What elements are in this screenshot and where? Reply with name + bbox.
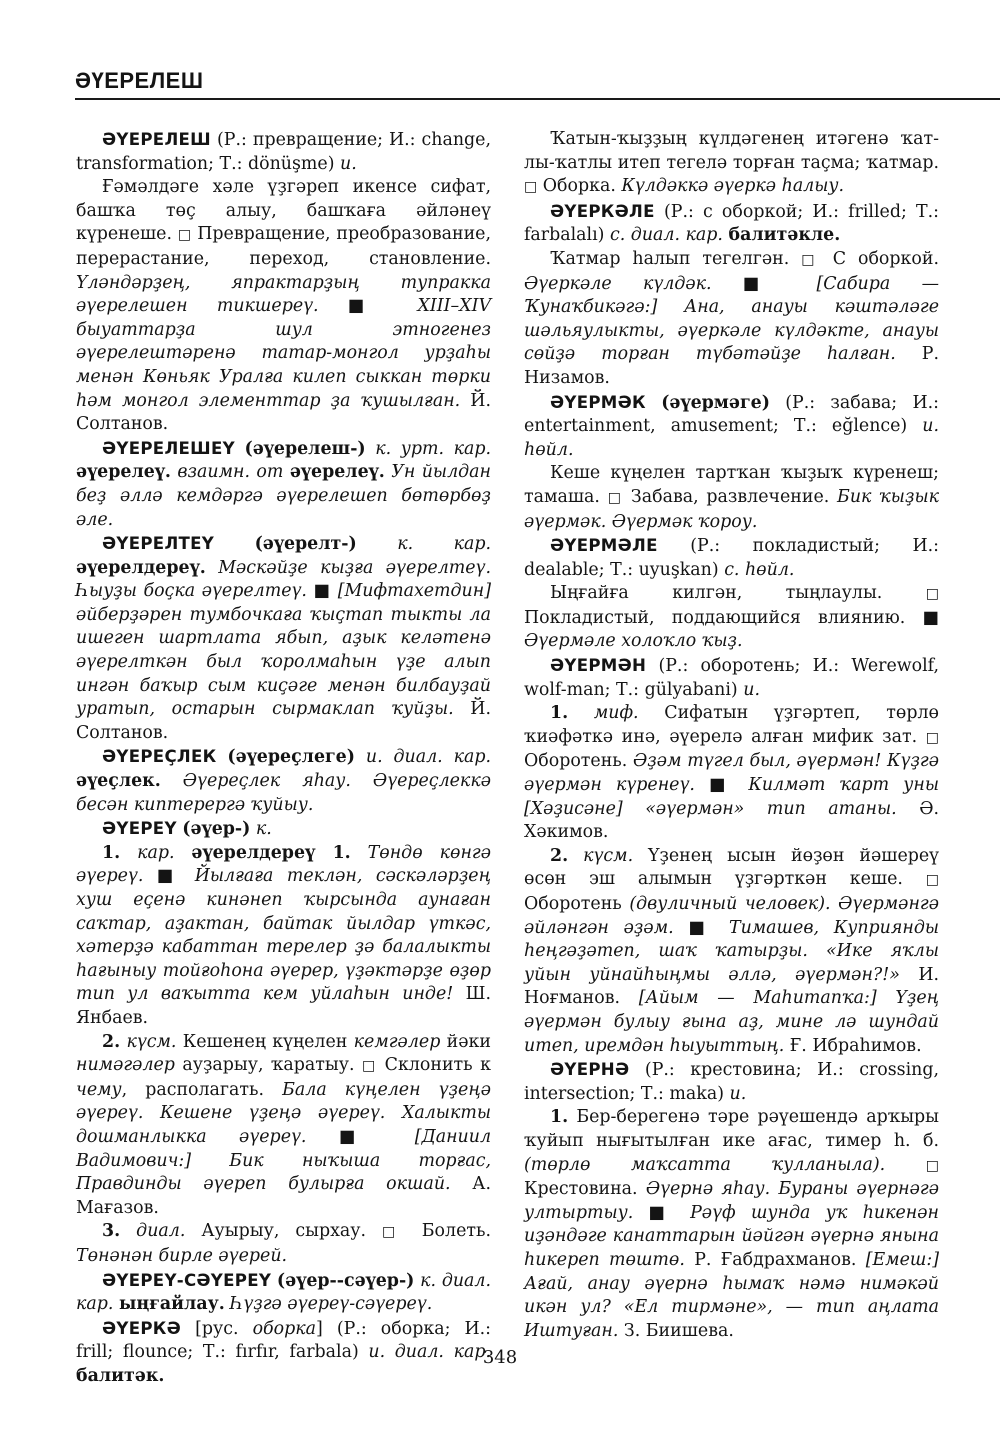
sense-number: 1. [550, 1107, 569, 1128]
quote-marker-icon: ■ [922, 607, 939, 628]
dictionary-entry [76, 437, 491, 532]
header-rule [75, 98, 1000, 100]
usage-examples: Әҙәм түгел был, әүермән! Күҙгә әүермән күренеү. [524, 751, 940, 796]
headword: ӘҮЕРЕҪЛЕК [102, 747, 217, 767]
russian-translation: Болеть. [421, 1221, 491, 1242]
quote-marker-icon: ■ [688, 917, 715, 938]
russian-translation: , располагать. [121, 1079, 265, 1100]
dictionary-entry [76, 128, 491, 176]
sense-number: 2. [550, 845, 569, 866]
sense-number: 1. [102, 842, 121, 863]
grammar-label: күсм. [126, 1031, 177, 1052]
entry-translations: (Р.: с оборкой; И.: frilled; Т.: farbalalı) [524, 201, 939, 246]
etymology-word: оборка [252, 1318, 317, 1339]
literary-quote: Рәүф шунда уҡ һикенән иҙәндәге канаттарын йәйгән әүернә янына һикереп төштө. [524, 1202, 940, 1270]
entry-definition [524, 462, 939, 534]
dictionary-entry [524, 391, 939, 463]
headword: ӘҮЕРЕЛЕШ [102, 130, 211, 149]
stem: (әүермәге) [661, 392, 770, 413]
sense-number: 3. [102, 1221, 121, 1242]
definition-text: Кеше күңелен тартҡан ҡыҙыҡ күренеш; тамаша. [524, 463, 939, 507]
grammar-label: и. диал. кар. [365, 747, 492, 768]
translation-marker-icon: □ [607, 489, 624, 506]
grammar-label: с. һөйл. [724, 559, 795, 580]
russian-translation: Забава, развлечение. [630, 486, 830, 507]
translation-marker-icon: □ [925, 586, 939, 603]
russian-translation: Склонить к [384, 1055, 491, 1076]
entry-translations: (Р.: крестовина; И.: crossing, intersection; Т.: maka) [524, 1060, 939, 1104]
usage-examples: Ун йылдан беҙ әллә кемдәргә әүерелешеп бөтөрбөҙ әле. [76, 462, 491, 530]
dictionary-entry [524, 534, 939, 582]
entry-sense [76, 1031, 491, 1221]
usage-examples: Төнәнән бирле әүерей. [76, 1245, 288, 1266]
definition-text: йәки [440, 1031, 491, 1052]
entry-definition [76, 176, 491, 437]
translation-marker-icon: □ [382, 1224, 406, 1241]
quote-marker-icon: ■ [156, 866, 182, 887]
definition-text-italic: кемгәлер [353, 1031, 441, 1052]
usage-examples: Әүеркәле күлдәк. [524, 273, 712, 294]
headword: ӘҮЕРМӘН [550, 656, 647, 676]
quote-marker-icon: ■ [313, 581, 332, 602]
entry-continuation [524, 128, 939, 200]
definition-note: (төрлө маҡсатта ҡулланыла). [524, 1154, 886, 1175]
usage-examples: Һүҙгә әүереү-сәүереү. [230, 1294, 433, 1315]
russian-translation: Оборотень. [524, 751, 628, 772]
russian-translation: Крестовина. [524, 1179, 638, 1200]
entry-translations: (Р.: оборка; И.: frill; flounce; Т.: fırfır, farbala) [76, 1318, 492, 1363]
stem: (әүерелеш-) [244, 438, 366, 459]
entry-sense [524, 1106, 939, 1343]
usage-examples: Төндө көнгә әүереү. [76, 842, 491, 887]
definition-text: Сифатын үҙгәртеп, төрлө ҡиәфәткә инә, әүерелә алған мифик зат. [524, 703, 939, 747]
stem: (әүереҫлеге) [227, 747, 355, 768]
quote-author: Й. Солтанов. [76, 699, 491, 743]
grammar-label: к. кар. [397, 534, 491, 555]
cross-reference: балитәкле. [728, 225, 841, 246]
cross-reference: әүерелеү. [289, 462, 385, 483]
literary-quote: [Сабира — Ҡунаҡбикәгә:] Ана, анауы кәштәләге шәльяулыкты, әүеркәле күлдәкте, анауы сөйҙә торған түбәтәйҙе һалған. [524, 273, 939, 365]
quote-marker-icon: ■ [709, 775, 735, 796]
headword: ӘҮЕРКӘЛЕ [550, 201, 655, 221]
literary-quote: XIII–XIV быуаттарҙа шул этногенез әүерелештәренә татар-монгол урҙаһы менән Көньяк Уралға килеп сыккан төрки һәм монгол элементтар ҙа ҡушылған. [76, 296, 492, 411]
etymology: ] [316, 1318, 323, 1339]
headword: ӘҮЕРЕЛЕШЕҮ [102, 438, 235, 458]
sense-number: 2. [102, 1031, 121, 1052]
grammar-label: к. урт. кар. [375, 438, 491, 459]
translation-marker-icon: □ [177, 227, 192, 244]
russian-translation: Покладистый, поддающийся влиянию. [524, 607, 906, 628]
headword: ӘҮЕРМӘК [550, 392, 646, 412]
literary-quote: [Даниил Вадимович:] Бик ныҡыша торғас, Правдинды әүереп булырға окшай. [76, 1126, 492, 1195]
literary-quote: [Мифтахетдин] әйберҙәрен тумбочкаға ҡыҫтап тыкты ла ишеген шартлата ябып, аҙык келәтенә әүерелткән был ҡоролмаһын үҙе алып ингән баҡыр сым киҫәге менән билбауҙай уратып, остарын сырмаклап ҡуйҙы. [76, 581, 492, 720]
usage-examples: Әүереҫлек яһау. Әүереҫлеккә бесән киптерергә ҡуйыу. [76, 771, 491, 815]
russian-translation: Оборка. [542, 176, 616, 197]
translation-marker-icon: □ [925, 729, 939, 746]
literary-quote: [Айым — Маһитапҡа:] Үҙең әүермән булыу ғына аҙ, мине лә шундай итеп, иремдән һыуыттың. [524, 988, 939, 1056]
definition-text: Ҡатын-ҡыҙҙың күлдәгенең итәгенә ҡат-лы-ҡатлы итеп тегелә торған таҫма; ҡатмар. [524, 129, 939, 173]
page-number: 348 [482, 1347, 518, 1368]
entry-sense [524, 702, 939, 845]
cross-reference: әүерелдереү. [76, 557, 206, 578]
etymology: [рус. [195, 1318, 253, 1339]
quote-author: А. Мағазов. [76, 1174, 491, 1218]
definition-text: Ауырыу, сырхау. [201, 1221, 367, 1242]
part-of-speech: и. [340, 153, 357, 174]
grammar-label: к. [420, 1270, 437, 1291]
definition-text-italic: нимәгәлер [76, 1055, 175, 1076]
stem: (әүерелт-) [254, 534, 357, 555]
headword: ӘҮЕРЕҮ [102, 819, 177, 839]
translation-marker-icon: □ [362, 1058, 378, 1075]
grammar-label: к. [255, 819, 272, 840]
literary-quote: Йылғаға теклән, сәскәләрҙең хуш еҫенә кинәнеп ҡырсында аунаған саҡтар, аҙактан, байтак йылдар үткәс, хәтерҙә кабаттан терелер ҙә балалыкты һағыныу тойғоhона әүерер, үҙәктәрҙе өҙөр тип ул ваҡытта кем уйлаһын инде! [76, 866, 491, 1005]
entry-sense [524, 845, 939, 1058]
cross-reference: ыңғайлау. [118, 1294, 225, 1315]
dictionary-entry [76, 1269, 491, 1317]
dictionary-entry [524, 1058, 939, 1106]
stem: (әүер--сәүер-) [276, 1270, 415, 1291]
quote-author: Ә. Хәкимов. [524, 798, 939, 843]
left-column [76, 128, 491, 1388]
definition-text: Үҙенең ысын йөҙөн йәшереү өсөн эш алымын үҙгәрткән кеше. [524, 845, 940, 890]
definition-text: ауҙарыу, ҡаратыу. [174, 1055, 355, 1076]
grammar-label: күсм. [583, 845, 634, 866]
translation-marker-icon: □ [524, 179, 538, 196]
russian-translation: С оборкой. [832, 248, 939, 269]
cross-reference: әүеҫлек. [76, 771, 161, 792]
russian-translation: Превращение, преобразование, перерастание, переход, становление. [76, 224, 491, 269]
entry-definition [524, 248, 939, 391]
running-head: ӘҮЕРЕЛЕШ [75, 68, 204, 93]
definition-text: Бер-берегенә тәре рәүешендә арҡыры ҡуйып нығытылған ике ағас, тимер һ. б. [524, 1107, 940, 1151]
dictionary-entry [76, 532, 491, 745]
grammar-label: миф. [593, 703, 639, 724]
quote-marker-icon: ■ [648, 1202, 675, 1223]
quote-author: Р. Низамов. [524, 344, 940, 388]
cross-reference: балитәк. [76, 1365, 165, 1386]
grammar-label: и. [729, 1083, 747, 1104]
grammar-label: и. [743, 679, 760, 700]
entry-translations: (Р.: превращение; И.: change, transformation; Т.: dönüşme) [76, 130, 491, 174]
grammar-label: диал. кар. [76, 1270, 492, 1315]
entry-translations: (Р.: забава; И.: entertainment, amusement; Т.: eğlence) [524, 392, 939, 437]
definition-text: Кешенең күңелен [182, 1031, 354, 1052]
quote-author: Й. Солтанов. [76, 390, 491, 435]
headword: ӘҮЕРЕҮ-СӘҮЕРЕҮ [102, 1270, 272, 1290]
usage-examples: Бала күңелен үҙеңә әүереү. Кешене үҙеңә әүереү. Халыкты дошманлыкка әүереү. [76, 1079, 491, 1147]
quote-author: Ғ. Ибраһимов. [789, 1035, 922, 1056]
russian-translation-italic: чему [76, 1079, 122, 1100]
grammar-label: с. диал. кар. [610, 225, 723, 246]
cross-reference: әүерелдереү 1. [191, 842, 351, 863]
dictionary-entry [524, 654, 939, 702]
translation-note: (двуличный человек). [629, 894, 831, 914]
russian-translation: Оборотень [524, 894, 622, 914]
entry-sense [76, 1220, 491, 1268]
quote-marker-icon: ■ [338, 1126, 383, 1147]
stem: (әүер-) [182, 819, 251, 840]
definition-text: Ыңғайға килгән, тыңлаулы. [550, 583, 883, 604]
literary-quote: Әүермәле холоҡло ҡыҙ. [524, 631, 743, 652]
literary-quote: Ағай, анау әүернә һымаҡ нәмә нимәкәй икән ул? «Ел тирмәне», — тип аңлата Иштуған. [524, 1273, 939, 1341]
usage-examples: Үләндәрҙең, япрактарҙың тупракка әүерелешен тикшереү. [76, 272, 491, 317]
literary-quote: Тимашев, Куприянды һеңгәҙәтеп, шаҡ ҡатырҙы. «Ике яҡлы уйын уйнайһыңмы әллә, әүермән?!» [524, 917, 940, 985]
dictionary-entry [524, 200, 939, 248]
right-column [524, 128, 939, 1343]
sense-number: 1. [550, 703, 569, 724]
quote-marker-icon: ■ [742, 273, 786, 294]
headword: ӘҮЕРНӘ [550, 1060, 630, 1080]
literary-quote: Килмәт ҡарт уны [Хәҙисәне] «әүермән» тип атаны. [524, 775, 940, 819]
grammar-label: диал. [136, 1221, 186, 1242]
usage-examples: Күлдәккә әүеркә һалыу. [621, 176, 845, 197]
definition-text: Ғәмәлдәге хәле үҙгәреп икенсе сифат, башҡа төҫ алыу, башҡаға әйләнеү күренеше. [76, 177, 491, 245]
quote-author: И. Ноғманов. [524, 964, 940, 1009]
quote-author: З. Биишева. [623, 1320, 734, 1341]
quote-author: Р. Ғабдрахманов. [694, 1249, 857, 1270]
quote-author: Ш. Янбаев. [76, 984, 491, 1028]
cross-reference: әүерелеү. [76, 462, 171, 483]
dictionary-entry [76, 817, 491, 842]
grammar-label: и. һөйл. [524, 416, 939, 460]
usage-examples: Мәскәйҙе кыҙға әүерелтеү. Һыуҙы боҫка әүерелтеү. [76, 557, 491, 602]
usage-examples: Бик ҡыҙык әүермәк. Әүермәк ҡороу. [524, 486, 939, 532]
headword: ӘҮЕРЕЛТЕҮ [102, 534, 215, 554]
usage-examples: Әүернә яһау. Бураны әүернәгә ултыртыу. [524, 1179, 939, 1223]
quote-marker-icon: ■ [347, 296, 389, 317]
quote-speaker: [Емеш:] [865, 1249, 939, 1270]
dictionary-entry [76, 745, 491, 817]
grammar-label: и. диал. кар. [368, 1342, 492, 1363]
entry-definition [524, 582, 939, 654]
grammar-label-ru: взаимн. от [177, 462, 284, 483]
usage-examples: Әүермәнгә әйләнгән әҙәм. [524, 894, 940, 938]
entry-translations: (Р.: покладистый; И.: dealable; Т.: uyuşkan) [524, 536, 939, 580]
headword: ӘҮЕРМӘЛЕ [550, 536, 658, 556]
entry-sense [76, 842, 491, 1031]
translation-marker-icon: □ [801, 251, 821, 268]
translation-marker-icon: □ [925, 872, 939, 889]
headword: ӘҮЕРКӘ [102, 1318, 182, 1338]
translation-marker-icon: □ [925, 1157, 939, 1174]
entry-translations: (Р.: оборотень; И.: Werewolf, wolf-man; Т.: gülyabani) [524, 656, 940, 700]
grammar-label: кар. [137, 842, 175, 863]
definition-text: Ҡатмар һалып тегелгән. [550, 248, 790, 269]
